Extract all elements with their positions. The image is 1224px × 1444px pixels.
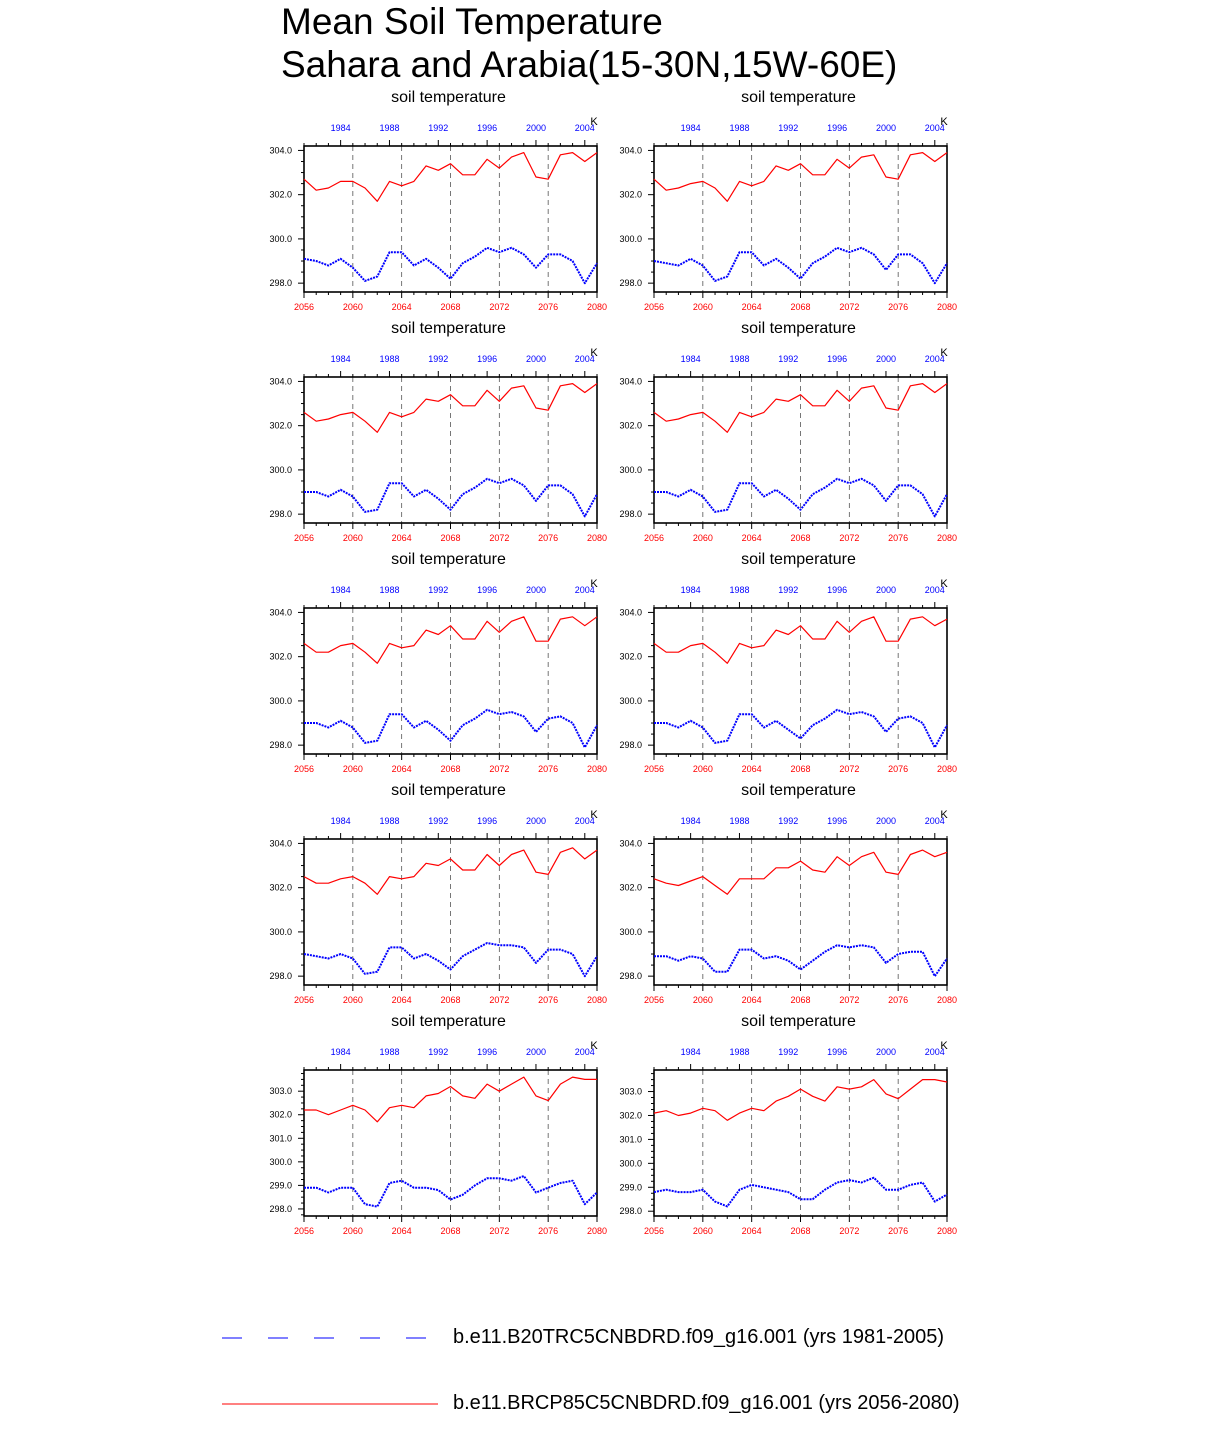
x-tick-label-top: 2000 (875, 123, 896, 133)
x-tick-label-top: 2004 (574, 354, 595, 364)
y-tick-label: 298.0 (619, 278, 642, 289)
x-tick-label-bottom: 2072 (489, 1226, 510, 1236)
panel-title: soil temperature (391, 551, 506, 568)
x-tick-label-bottom: 2068 (440, 995, 461, 1005)
x-tick-label-bottom: 2056 (643, 1226, 665, 1236)
panel-title: soil temperature (741, 89, 856, 106)
y-tick-label: 300.0 (269, 233, 292, 244)
x-tick-label-bottom: 2064 (391, 302, 412, 312)
x-tick-label-bottom: 2060 (692, 764, 713, 774)
legend (0, 1300, 1224, 1444)
y-tick-label: 298.0 (619, 740, 642, 751)
x-tick-label-bottom: 2080 (586, 764, 608, 774)
x-tick-label-top: 2000 (525, 354, 546, 364)
y-tick-label: 302.0 (619, 882, 642, 893)
x-tick-label-top: 2000 (525, 1047, 546, 1057)
x-tick-label-bottom: 2068 (790, 764, 811, 774)
x-tick-label-top: 1992 (428, 585, 449, 595)
x-tick-label-bottom: 2056 (293, 302, 315, 312)
x-tick-label-bottom: 2068 (440, 302, 461, 312)
x-tick-label-top: 1988 (379, 354, 400, 364)
x-tick-label-top: 1984 (330, 354, 351, 364)
y-tick-label: 299.0 (619, 1182, 642, 1193)
x-tick-label-top: 1996 (827, 816, 848, 826)
x-tick-label-top: 2004 (574, 123, 595, 133)
x-tick-label-bottom: 2072 (489, 302, 510, 312)
x-tick-label-bottom: 2056 (293, 995, 315, 1005)
x-tick-label-top: 1984 (330, 1047, 351, 1057)
x-tick-label-top: 1988 (379, 123, 400, 133)
x-tick-label-top: 2000 (875, 816, 896, 826)
x-tick-label-top: 1992 (778, 816, 799, 826)
x-tick-label-bottom: 2080 (936, 302, 958, 312)
panel-title: soil temperature (741, 1013, 856, 1030)
y-tick-label: 302.0 (619, 189, 642, 200)
x-tick-label-top: 1988 (729, 354, 750, 364)
x-tick-label-bottom: 2060 (692, 995, 713, 1005)
unit-label: K (940, 1040, 948, 1052)
chart-panel-5 (269, 551, 607, 774)
y-tick-label: 304.0 (619, 376, 642, 387)
x-tick-label-bottom: 2068 (790, 533, 811, 543)
x-tick-label-top: 1996 (477, 816, 498, 826)
y-tick-label: 304.0 (269, 376, 292, 387)
unit-label: K (940, 578, 948, 590)
x-tick-label-bottom: 2056 (293, 764, 315, 774)
x-tick-label-top: 1996 (827, 1047, 848, 1057)
x-tick-label-bottom: 2080 (586, 533, 608, 543)
chart-panel-4 (619, 320, 957, 543)
chart-panel-8 (619, 782, 957, 1005)
x-tick-label-top: 1996 (827, 354, 848, 364)
x-tick-label-top: 1992 (428, 816, 449, 826)
y-tick-label: 300.0 (619, 695, 642, 706)
x-tick-label-bottom: 2064 (741, 533, 762, 543)
x-tick-label-top: 1988 (729, 585, 750, 595)
x-tick-label-top: 1996 (477, 123, 498, 133)
x-tick-label-bottom: 2076 (538, 302, 559, 312)
y-tick-label: 304.0 (619, 145, 642, 156)
x-tick-label-bottom: 2072 (489, 995, 510, 1005)
x-tick-label-top: 1984 (680, 816, 701, 826)
unit-label: K (590, 1040, 598, 1052)
y-tick-label: 304.0 (619, 838, 642, 849)
x-tick-label-top: 2004 (574, 816, 595, 826)
x-tick-label-top: 1992 (778, 123, 799, 133)
unit-label: K (590, 116, 598, 128)
x-tick-label-bottom: 2060 (342, 533, 363, 543)
y-tick-label: 304.0 (269, 838, 292, 849)
y-tick-label: 302.0 (269, 420, 292, 431)
y-tick-label: 302.0 (619, 651, 642, 662)
y-tick-label: 303.0 (619, 1086, 642, 1097)
y-tick-label: 302.0 (269, 882, 292, 893)
x-tick-label-top: 1984 (330, 585, 351, 595)
x-tick-label-bottom: 2068 (440, 533, 461, 543)
x-tick-label-top: 1988 (379, 816, 400, 826)
y-tick-label: 300.0 (619, 1158, 642, 1169)
panel-title: soil temperature (391, 89, 506, 106)
x-tick-label-bottom: 2072 (839, 764, 860, 774)
unit-label: K (940, 347, 948, 359)
x-tick-label-bottom: 2076 (538, 1226, 559, 1236)
page-title: Mean Soil Temperature (281, 1, 663, 42)
x-tick-label-top: 2000 (525, 816, 546, 826)
x-tick-label-top: 2004 (924, 123, 945, 133)
y-tick-label: 300.0 (619, 926, 642, 937)
x-tick-label-bottom: 2060 (342, 995, 363, 1005)
x-tick-label-bottom: 2072 (489, 764, 510, 774)
chart-panel-3 (269, 320, 607, 543)
unit-label: K (590, 578, 598, 590)
x-tick-label-top: 1996 (827, 123, 848, 133)
y-tick-label: 302.0 (269, 651, 292, 662)
x-tick-label-bottom: 2072 (489, 533, 510, 543)
chart-panel-1 (269, 89, 607, 312)
chart-panel-7 (269, 782, 607, 1005)
y-tick-label: 298.0 (269, 740, 292, 751)
x-tick-label-bottom: 2064 (741, 1226, 762, 1236)
x-tick-label-top: 1996 (477, 354, 498, 364)
page-subtitle: Sahara and Arabia(15-30N,15W-60E) (281, 44, 898, 85)
x-tick-label-top: 1996 (477, 1047, 498, 1057)
panel-title: soil temperature (391, 1013, 506, 1030)
y-tick-label: 298.0 (619, 1206, 642, 1217)
chart-panel-2 (619, 89, 957, 312)
y-tick-label: 300.0 (619, 464, 642, 475)
x-tick-label-bottom: 2072 (839, 1226, 860, 1236)
y-tick-label: 300.0 (619, 233, 642, 244)
x-tick-label-bottom: 2068 (440, 764, 461, 774)
x-tick-label-top: 1984 (330, 123, 351, 133)
x-tick-label-top: 1992 (778, 1047, 799, 1057)
x-tick-label-top: 1992 (778, 354, 799, 364)
x-tick-label-bottom: 2080 (936, 533, 958, 543)
x-tick-label-top: 2004 (924, 1047, 945, 1057)
legend-label-historical: b.e11.B20TRC5CNBDRD.f09_g16.001 (yrs 1981-2005) (453, 1326, 945, 1348)
y-tick-label: 302.0 (619, 420, 642, 431)
legend-label-future: b.e11.BRCP85C5CNBDRD.f09_g16.001 (yrs 2056-2080) (453, 1392, 960, 1414)
x-tick-label-top: 2000 (525, 585, 546, 595)
panel-title: soil temperature (741, 320, 856, 337)
x-tick-label-bottom: 2064 (391, 533, 412, 543)
y-tick-label: 302.0 (269, 1109, 292, 1120)
x-tick-label-bottom: 2068 (790, 302, 811, 312)
x-tick-label-top: 1984 (680, 1047, 701, 1057)
y-tick-label: 301.0 (269, 1133, 292, 1144)
x-tick-label-bottom: 2076 (888, 764, 909, 774)
x-tick-label-bottom: 2076 (888, 1226, 909, 1236)
y-tick-label: 298.0 (269, 971, 292, 982)
x-tick-label-top: 1992 (778, 585, 799, 595)
x-tick-label-top: 2000 (525, 123, 546, 133)
x-tick-label-top: 1992 (428, 123, 449, 133)
y-tick-label: 300.0 (269, 464, 292, 475)
x-tick-label-bottom: 2060 (692, 1226, 713, 1236)
x-tick-label-top: 2000 (875, 585, 896, 595)
unit-label: K (590, 347, 598, 359)
x-tick-label-top: 1992 (428, 1047, 449, 1057)
chart-panel-9 (269, 1013, 607, 1236)
x-tick-label-bottom: 2064 (741, 302, 762, 312)
y-tick-label: 303.0 (269, 1086, 292, 1097)
panel-title: soil temperature (391, 320, 506, 337)
unit-label: K (590, 809, 598, 821)
x-tick-label-bottom: 2056 (643, 533, 665, 543)
x-tick-label-bottom: 2076 (888, 302, 909, 312)
y-tick-label: 298.0 (269, 1203, 292, 1214)
x-tick-label-top: 2004 (574, 585, 595, 595)
x-tick-label-bottom: 2068 (790, 1226, 811, 1236)
x-tick-label-bottom: 2080 (586, 302, 608, 312)
x-tick-label-top: 1984 (680, 123, 701, 133)
x-tick-label-top: 1988 (729, 123, 750, 133)
x-tick-label-bottom: 2076 (888, 533, 909, 543)
x-tick-label-bottom: 2060 (342, 764, 363, 774)
x-tick-label-bottom: 2080 (936, 995, 958, 1005)
x-tick-label-top: 2004 (574, 1047, 595, 1057)
x-tick-label-top: 2000 (875, 1047, 896, 1057)
x-tick-label-bottom: 2080 (586, 1226, 608, 1236)
x-tick-label-top: 2004 (924, 354, 945, 364)
x-tick-label-bottom: 2080 (936, 1226, 958, 1236)
panel-title: soil temperature (741, 551, 856, 568)
y-tick-label: 304.0 (269, 607, 292, 618)
x-tick-label-top: 1988 (729, 1047, 750, 1057)
x-tick-label-bottom: 2056 (293, 533, 315, 543)
y-tick-label: 300.0 (269, 926, 292, 937)
x-tick-label-bottom: 2080 (586, 995, 608, 1005)
y-tick-label: 302.0 (269, 189, 292, 200)
chart-panel-6 (619, 551, 957, 774)
x-tick-label-bottom: 2064 (391, 764, 412, 774)
x-tick-label-top: 1984 (680, 585, 701, 595)
x-tick-label-bottom: 2056 (643, 302, 665, 312)
x-tick-label-top: 2000 (875, 354, 896, 364)
y-tick-label: 298.0 (269, 278, 292, 289)
x-tick-label-bottom: 2064 (741, 995, 762, 1005)
x-tick-label-top: 1992 (428, 354, 449, 364)
y-tick-label: 298.0 (619, 509, 642, 520)
x-tick-label-bottom: 2064 (741, 764, 762, 774)
x-tick-label-bottom: 2076 (538, 995, 559, 1005)
x-tick-label-bottom: 2064 (391, 1226, 412, 1236)
y-tick-label: 300.0 (269, 1156, 292, 1167)
y-tick-label: 298.0 (619, 971, 642, 982)
x-tick-label-top: 1988 (379, 1047, 400, 1057)
y-tick-label: 301.0 (619, 1134, 642, 1145)
y-tick-label: 298.0 (269, 509, 292, 520)
y-tick-label: 299.0 (269, 1180, 292, 1191)
chart-panel-10 (619, 1013, 957, 1236)
x-tick-label-bottom: 2072 (839, 995, 860, 1005)
x-tick-label-bottom: 2060 (692, 302, 713, 312)
x-tick-label-bottom: 2072 (839, 302, 860, 312)
y-tick-label: 304.0 (619, 607, 642, 618)
x-tick-label-top: 1984 (330, 816, 351, 826)
x-tick-label-bottom: 2068 (790, 995, 811, 1005)
x-tick-label-top: 2004 (924, 816, 945, 826)
x-tick-label-bottom: 2056 (643, 764, 665, 774)
x-tick-label-top: 1996 (827, 585, 848, 595)
y-tick-label: 302.0 (619, 1110, 642, 1121)
x-tick-label-bottom: 2068 (440, 1226, 461, 1236)
y-tick-label: 304.0 (269, 145, 292, 156)
unit-label: K (940, 809, 948, 821)
x-tick-label-bottom: 2064 (391, 995, 412, 1005)
legend-lines (0, 1300, 1224, 1444)
panel-title: soil temperature (741, 782, 856, 799)
x-tick-label-top: 1996 (477, 585, 498, 595)
y-tick-label: 300.0 (269, 695, 292, 706)
panel-title: soil temperature (391, 782, 506, 799)
x-tick-label-bottom: 2060 (342, 302, 363, 312)
x-tick-label-top: 1988 (729, 816, 750, 826)
x-tick-label-bottom: 2076 (538, 533, 559, 543)
x-tick-label-bottom: 2072 (839, 533, 860, 543)
x-tick-label-bottom: 2080 (936, 764, 958, 774)
x-tick-label-bottom: 2076 (538, 764, 559, 774)
x-tick-label-top: 1988 (379, 585, 400, 595)
x-tick-label-top: 2004 (924, 585, 945, 595)
x-tick-label-bottom: 2056 (643, 995, 665, 1005)
x-tick-label-bottom: 2076 (888, 995, 909, 1005)
x-tick-label-bottom: 2056 (293, 1226, 315, 1236)
x-tick-label-top: 1984 (680, 354, 701, 364)
unit-label: K (940, 116, 948, 128)
x-tick-label-bottom: 2060 (692, 533, 713, 543)
x-tick-label-bottom: 2060 (342, 1226, 363, 1236)
